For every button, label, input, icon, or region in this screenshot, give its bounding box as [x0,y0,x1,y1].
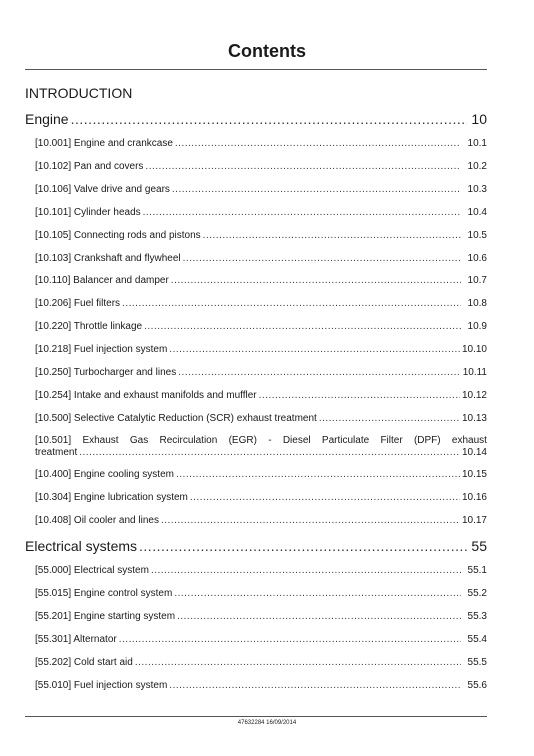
toc-entry-page: 10.11 [462,367,487,378]
toc-entry[interactable] [35,252,487,265]
toc-entry-page: 10.13 [461,413,487,424]
toc-entry-label: [55.301] Alternator [35,634,117,645]
label-word: Filter [380,435,403,446]
toc-entry-page: 10.15 [461,469,487,480]
toc-entry[interactable] [35,206,487,219]
toc-entry-page: 55.2 [467,588,487,599]
leader-dots [79,447,460,459]
leader-dots [177,610,461,623]
toc-entry[interactable] [35,183,487,196]
toc-entry-label: [10.254] Intake and exhaust manifolds and muffler [35,390,257,401]
label-word: Exhaust [82,435,119,446]
toc-entry-label: treatment [35,447,78,458]
toc-entry[interactable] [35,491,487,504]
toc-entry-page: 10.17 [461,515,487,526]
introduction-heading[interactable]: INTRODUCTION [25,85,133,101]
footer-rule [25,716,487,717]
label-word: Gas [129,435,149,446]
toc-entry-label: [55.015] Engine control system [35,588,173,599]
toc-entry-label: [10.102] Pan and covers [35,161,144,172]
leader-dots [178,366,460,379]
toc-entry-label-line2 [35,447,487,459]
toc-entry[interactable] [35,160,487,173]
label-word: exhaust [451,435,487,446]
toc-entry-label: [10.500] Selective Catalytic Reduction (SCR) exhaust treatment [35,413,317,424]
toc-entry-label: [55.202] Cold start aid [35,657,133,668]
label-word: (EGR) [228,435,257,446]
leader-dots [172,183,461,196]
leader-dots [319,412,460,425]
toc-entry-label: [55.201] Engine starting system [35,611,176,622]
toc-entry-label: [10.408] Oil cooler and lines [35,515,159,526]
toc-section-engine[interactable] [25,110,487,128]
leader-dots [119,633,461,646]
toc-entry[interactable] [35,297,487,310]
toc-entry[interactable] [35,412,487,425]
toc-entry-page: 10.10 [461,344,487,355]
leader-dots [203,229,461,242]
leader-dots [135,656,461,669]
toc-entry-label: [55.010] Fuel injection system [35,680,168,691]
toc-entry-label: [10.250] Turbocharger and lines [35,367,177,378]
toc-entry-page: 10.6 [467,253,487,264]
toc-entry-page: 55.4 [467,634,487,645]
leader-dots [183,252,461,265]
toc-entry-page: 10.14 [461,447,487,458]
toc-entry-label: [10.218] Fuel injection system [35,344,168,355]
toc-entry-label: [10.304] Engine lubrication system [35,492,188,503]
toc-entry[interactable] [35,137,487,150]
toc-section-page: 55 [471,538,487,554]
header-rule [25,69,487,70]
toc-section-label: Engine [25,111,69,127]
toc-entry-label: [10.220] Throttle linkage [35,321,143,332]
toc-entry-page: 10.7 [467,275,487,286]
toc-entry[interactable] [35,366,487,379]
toc-entry-label: [10.105] Connecting rods and pistons [35,230,201,241]
toc-entry[interactable] [35,389,487,402]
toc-entry[interactable] [35,633,487,646]
toc-entry[interactable] [35,229,487,242]
leader-dots [122,297,461,310]
leader-dots [259,389,460,402]
toc-entry-wrapped[interactable] [35,435,487,459]
label-word: Particulate [321,435,370,446]
toc-entry-page: 10.12 [461,390,487,401]
toc-entry-label: [10.101] Cylinder heads [35,207,141,218]
toc-entry[interactable] [35,587,487,600]
leader-dots [171,274,461,287]
leader-dots [145,160,461,173]
toc-entry[interactable] [35,468,487,481]
toc-entry-page: 55.1 [467,565,487,576]
toc-entry-page: 55.6 [467,680,487,691]
leader-dots [176,468,460,481]
leader-dots [144,320,461,333]
toc-entry-page: 10.2 [467,161,487,172]
leader-dots [174,587,461,600]
label-word: - [268,435,272,446]
leader-dots [151,564,461,577]
toc-entry-page: 10.16 [461,492,487,503]
toc-entry[interactable] [35,564,487,577]
label-word: Recirculation [159,435,218,446]
toc-entry-page: 10.8 [467,298,487,309]
toc-entry[interactable] [35,343,487,356]
toc-entry-page: 10.9 [467,321,487,332]
leader-dots [71,110,467,128]
toc-entry[interactable] [35,656,487,669]
leader-dots [175,137,461,150]
toc-section-page: 10 [471,111,487,127]
toc-entry[interactable] [35,610,487,623]
leader-dots [169,343,460,356]
toc-entry-label: [55.000] Electrical system [35,565,149,576]
leader-dots [139,537,467,555]
toc-entry-page: 10.5 [467,230,487,241]
label-word: [10.501] [35,435,72,446]
leader-dots [190,491,460,504]
toc-entry-label: [10.001] Engine and crankcase [35,138,173,149]
label-word: Diesel [282,435,311,446]
toc-entry-label: [10.110] Balancer and damper [35,275,169,286]
toc-entry-label: [10.206] Fuel filters [35,298,121,309]
footer-doc-id-date: 47632284 16/09/2014 [237,720,297,726]
toc-entry-page: 10.4 [467,207,487,218]
toc-entry-label: [10.400] Engine cooling system [35,469,174,480]
toc-entry-label-line1 [35,435,487,447]
toc-entry[interactable] [35,274,487,287]
toc-entry-label: [10.106] Valve drive and gears [35,184,170,195]
toc-entry[interactable] [35,679,487,692]
toc-entry-page: 10.1 [467,138,487,149]
toc-entry-label: [10.103] Crankshaft and flywheel [35,253,181,264]
toc-entry[interactable] [35,514,487,527]
toc-entry-page: 10.3 [467,184,487,195]
leader-dots [143,206,461,219]
toc-entry-page: 55.5 [467,657,487,668]
toc-section-label: Electrical systems [25,538,138,554]
label-word: (DPF) [413,435,441,446]
toc-entry[interactable] [35,320,487,333]
toc-entry-page: 55.3 [467,611,487,622]
leader-dots [169,679,461,692]
leader-dots [161,514,460,527]
toc-section-electrical-systems[interactable] [25,537,487,555]
page-title: Contents [228,41,306,61]
